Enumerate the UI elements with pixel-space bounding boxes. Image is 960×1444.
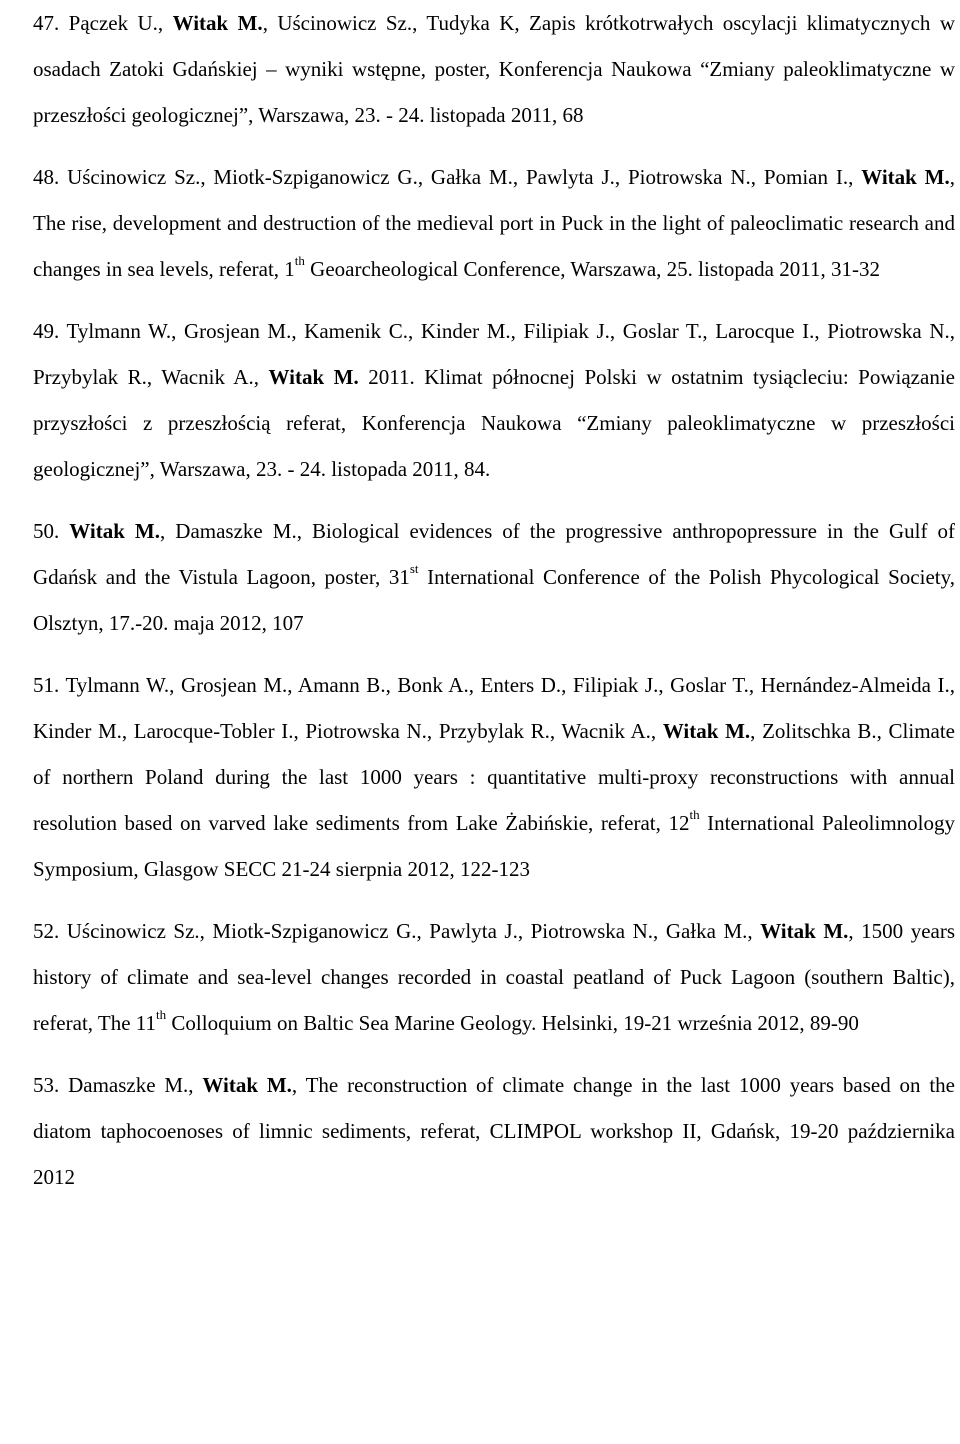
publication-entry-49 [33,308,955,492]
publication-entry-48 [33,154,955,292]
publication-entry-47 [33,0,955,138]
entry-text: , The rise, development and destruction of the medieval port in Puck in the light of paleoclimatic research and changes in sea levels, referat, 1 [33,165,956,281]
entry-text: 50. [33,519,70,543]
entry-text: 48. Uścinowicz Sz., Miotk-Szpiganowicz G., Gałka M., Pawlyta J., Piotrowska N., Pomian I., [33,165,862,189]
ordinal-suffix: th [294,253,305,268]
highlighted-author: Witak M. [861,165,950,189]
entry-text: , Uścinowicz Sz., Tudyka K, Zapis krótkotrwałych oscylacji klimatycznych w osadach Zatoki Gdańskiej – wyniki wstępne, poster, Konferencja Naukowa “Zmiany paleoklimatyczne w przeszłości geologicznej”, Warszawa, 23. - 24. listopada 2011, 68 [33,11,955,127]
entry-text: , Damaszke M., Biological evidences of the progressive anthropopressure in the Gulf of Gdańsk and the Vistula Lagoon, poster, 31 [33,519,956,589]
entry-text: , The reconstruction of climate change in the last 1000 years based on the diatom taphocoenoses of limnic sediments, referat, CLIMPOL workshop II, Gdańsk, 19-20 października 2012 [33,1073,955,1189]
entry-text: International Paleolimnology Symposium, Glasgow SECC 21-24 sierpnia 2012, 122-123 [33,811,956,881]
highlighted-author: Witak M. [268,365,359,389]
entry-text: 51. Tylmann W., Grosjean M., Amann B., Bonk A., Enters D., Filipiak J., Goslar T., Hernández-Almeida I., Kinder M., Larocque-Tobler I., Piotrowska N., Przybylak R., Wacnik A., [33,673,955,743]
entry-text: 52. Uścinowicz Sz., Miotk-Szpiganowicz G., Pawlyta J., Piotrowska N., Gałka M., [33,919,761,943]
ordinal-suffix: th [689,807,700,822]
entry-text: 49. Tylmann W., Grosjean M., Kamenik C., Kinder M., Filipiak J., Goslar T., Larocque I., Piotrowska N., Przybylak R., Wacnik A., [33,319,955,389]
entry-text: 53. Damaszke M., [33,1073,203,1097]
highlighted-author: Witak M. [202,1073,292,1097]
publication-entry-50 [33,508,955,646]
publication-entry-51 [33,662,955,892]
entry-text: , Zolitschka B., Climate of northern Poland during the last 1000 years : quantitative multi-proxy reconstructions with annual resolution based on varved lake sediments from Lake Żabińskie, referat, 12 [33,719,956,835]
ordinal-suffix: st [409,561,419,576]
ordinal-suffix: th [156,1007,167,1022]
highlighted-author: Witak M. [172,11,263,35]
publication-entry-53 [33,1062,955,1200]
entry-text: , 1500 years history of climate and sea-level changes recorded in coastal peatland of Puck Lagoon (southern Baltic), referat, The 11 [33,919,955,1035]
publication-list [33,0,955,1216]
entry-text: 47. Pączek U., [33,11,173,35]
highlighted-author: Witak M. [760,919,849,943]
entry-text: Geoarcheological Conference, Warszawa, 25. listopada 2011, 31-32 [304,257,880,281]
publication-entry-52 [33,908,955,1046]
highlighted-author: Witak M. [662,719,751,743]
entry-text: Colloquium on Baltic Sea Marine Geology. Helsinki, 19-21 września 2012, 89-90 [166,1011,859,1035]
entry-text: 2011. Klimat północnej Polski w ostatnim tysiącleciu: Powiązanie przyszłości z przeszłością referat, Konferencja Naukowa “Zmiany paleoklimatyczne w przeszłości geologicznej”, Warszawa, 23. - 24. listopada 2011, 84. [33,365,955,481]
highlighted-author: Witak M. [69,519,161,543]
entry-text: International Conference of the Polish Phycological Society, Olsztyn, 17.-20. maja 2012, 107 [33,565,955,635]
